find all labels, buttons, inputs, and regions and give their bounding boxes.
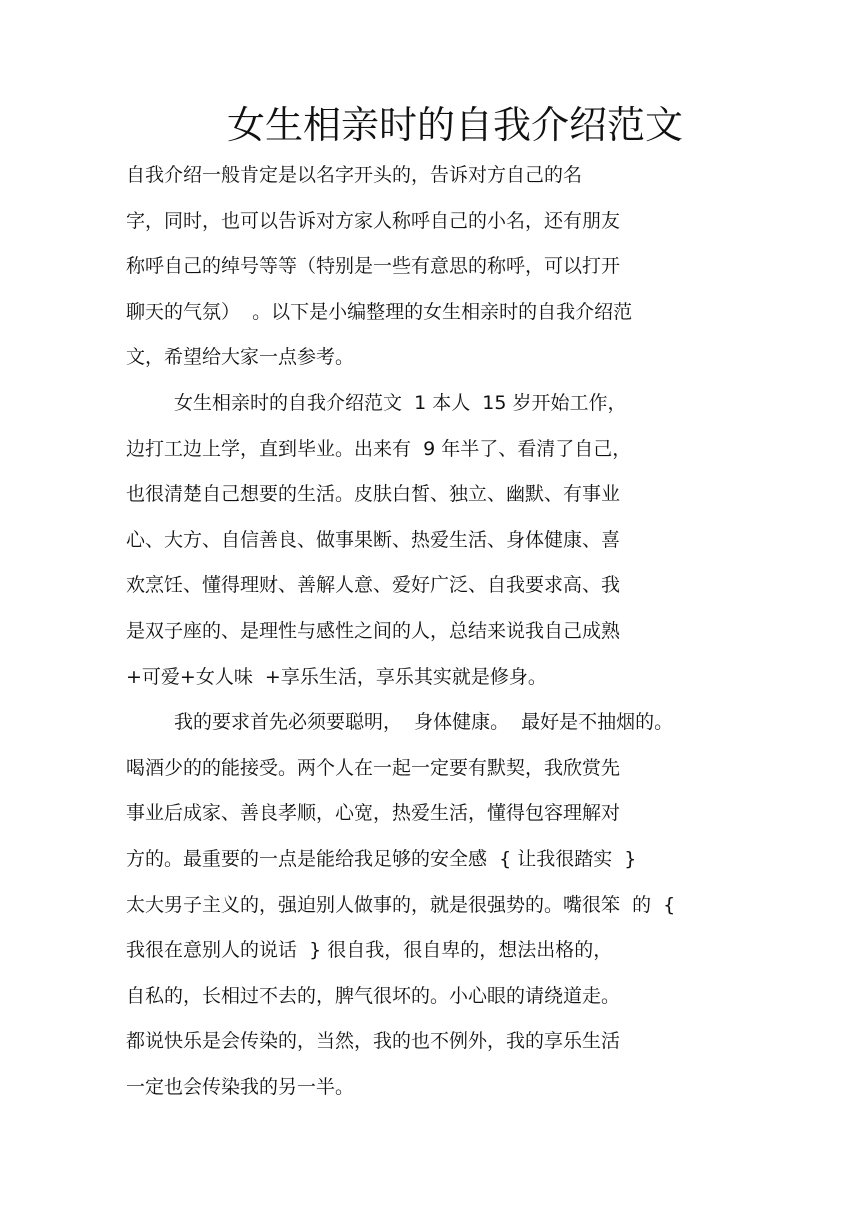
text-line: 我的要求首先必须要聪明， 身体健康。 最好是不抽烟的。: [174, 711, 674, 734]
text-line: 欢烹饪、懂得理财、善解人意、爱好广泛、自我要求高、我: [126, 574, 621, 597]
text-line: 聊天的气氛） 。以下是小编整理的女生相亲时的自我介绍范: [126, 300, 633, 323]
document-body: [126, 153, 726, 1110]
text-line: 喝酒少的的能接受。两个人在一起一定要有默契，我欣赏先: [126, 756, 621, 779]
text-line: 字，同时，也可以告诉对方家人称呼自己的小名，还有朋友: [126, 209, 621, 232]
text-line: 一定也会传染我的另一半。: [126, 1075, 355, 1098]
text-line: 文，希望给大家一点参考。: [126, 346, 355, 369]
text-line: 称呼自己的绰号等等（特别是一些有意思的称呼，可以打开: [126, 255, 621, 278]
text-line: 也很清楚自己想要的生活。皮肤白皙、独立、幽默、有事业: [126, 483, 621, 506]
text-line: 女生相亲时的自我介绍范文 1 本人 15 岁开始工作，: [174, 391, 627, 414]
text-line: 自私的，长相过不去的，脾气很坏的。小心眼的请绕道走。: [126, 984, 621, 1007]
text-line: 是双子座的、是理性与感性之间的人，总结来说我自己成熟: [126, 619, 621, 642]
text-line: 心、大方、自信善良、做事果断、热爱生活、身体健康、喜: [126, 528, 621, 551]
text-line: 事业后成家、善良孝顺，心宽，热爱生活，懂得包容理解对: [126, 802, 621, 825]
document-title: 女生相亲时的自我介绍范文: [226, 103, 683, 147]
text-line: 自我介绍一般肯定是以名字开头的，告诉对方自己的名: [126, 164, 583, 186]
text-line: +可爱+女人味 +享乐生活，享乐其实就是修身。: [126, 665, 547, 688]
text-line: 边打工边上学，直到毕业。出来有 9 年半了、看清了自己，: [126, 437, 632, 460]
text-line: 太大男子主义的，强迫别人做事的，就是很强势的。嘴很笨 的 {: [126, 893, 676, 916]
text-line: 方的。最重要的一点是能给我足够的安全感 { 让我很踏实 }: [126, 847, 637, 870]
text-line: 都说快乐是会传染的，当然，我的也不例外，我的享乐生活: [126, 1030, 621, 1053]
text-line: 我很在意别人的说话 } 很自我，很自卑的，想法出格的，: [126, 939, 613, 962]
